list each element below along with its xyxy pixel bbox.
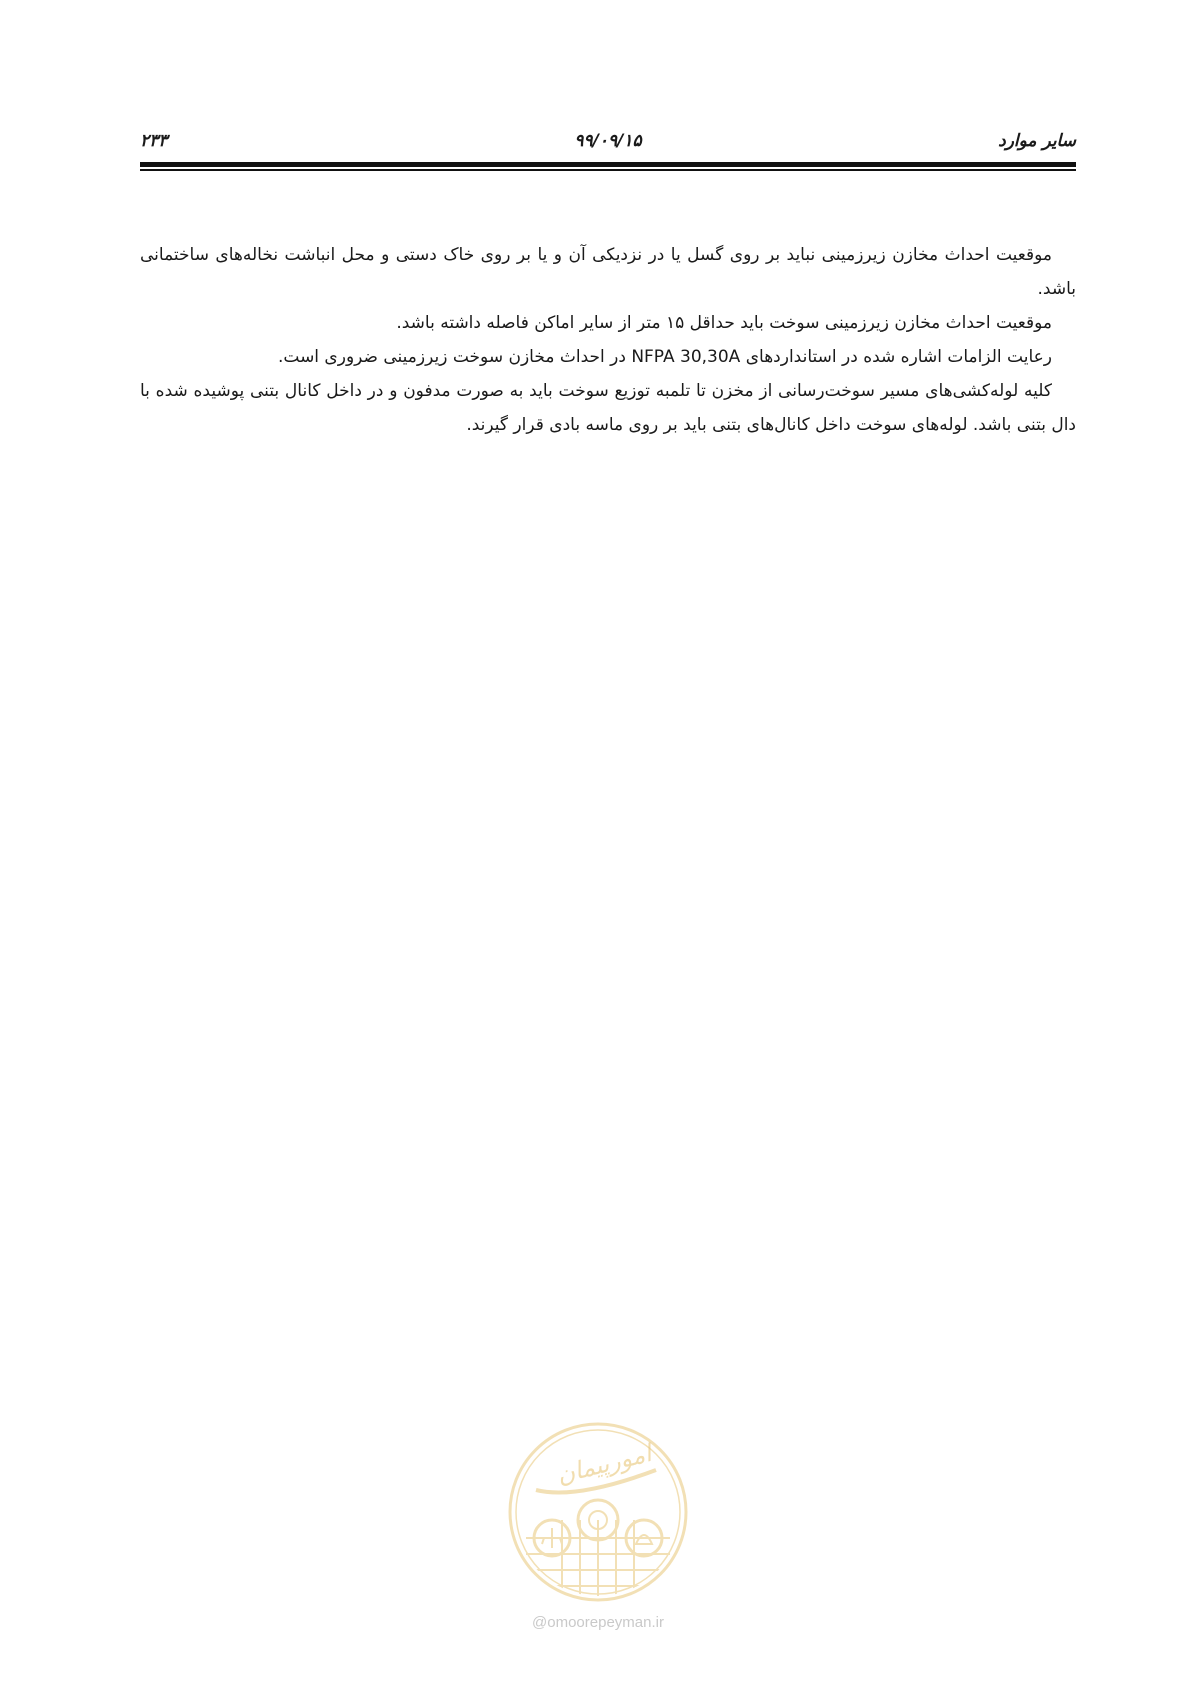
page-number: ۲۳۳ — [140, 131, 168, 151]
paragraph-2: موقعیت احداث مخازن زیرزمینی سوخت باید حداقل ۱۵ متر از سایر اماکن فاصله داشته باشد. — [396, 313, 1052, 333]
paragraph-4: کلیه لوله‌کشی‌های مسیر سوخت‌رسانی از مخزن تا تلمبه توزیع سوخت باید به صورت مدفون و در داخل کانال بتنی پوشیده شده با دال بتنی باشد. لوله‌های سوخت داخل کانال‌های بتنی باید بر روی ماسه بادی قرار گیرند. — [140, 381, 1076, 435]
body-text — [140, 238, 1076, 442]
section-title: سایر موارد — [998, 131, 1076, 151]
page-header — [140, 128, 1076, 154]
header-date: ۹۹/۰۹/۱۵ — [574, 131, 642, 151]
header-rule-thin — [140, 169, 1076, 171]
header-rule-thick — [140, 162, 1076, 167]
omoorepeyman-logo-icon — [506, 1420, 690, 1604]
watermark-logo-text: امورپیمان — [553, 1439, 655, 1490]
paragraph-3: رعایت الزامات اشاره شده در استانداردهای NFPA 30,30A در احداث مخازن سوخت زیرزمینی ضروری است. — [277, 347, 1052, 367]
watermark-site: @omoorepeyman.ir — [532, 1614, 664, 1631]
paragraph-1: موقعیت احداث مخازن زیرزمینی نباید بر روی گسل یا در نزدیکی آن و یا بر روی خاک دستی و محل انباشت نخاله‌های ساختمانی باشد. — [140, 245, 1076, 299]
